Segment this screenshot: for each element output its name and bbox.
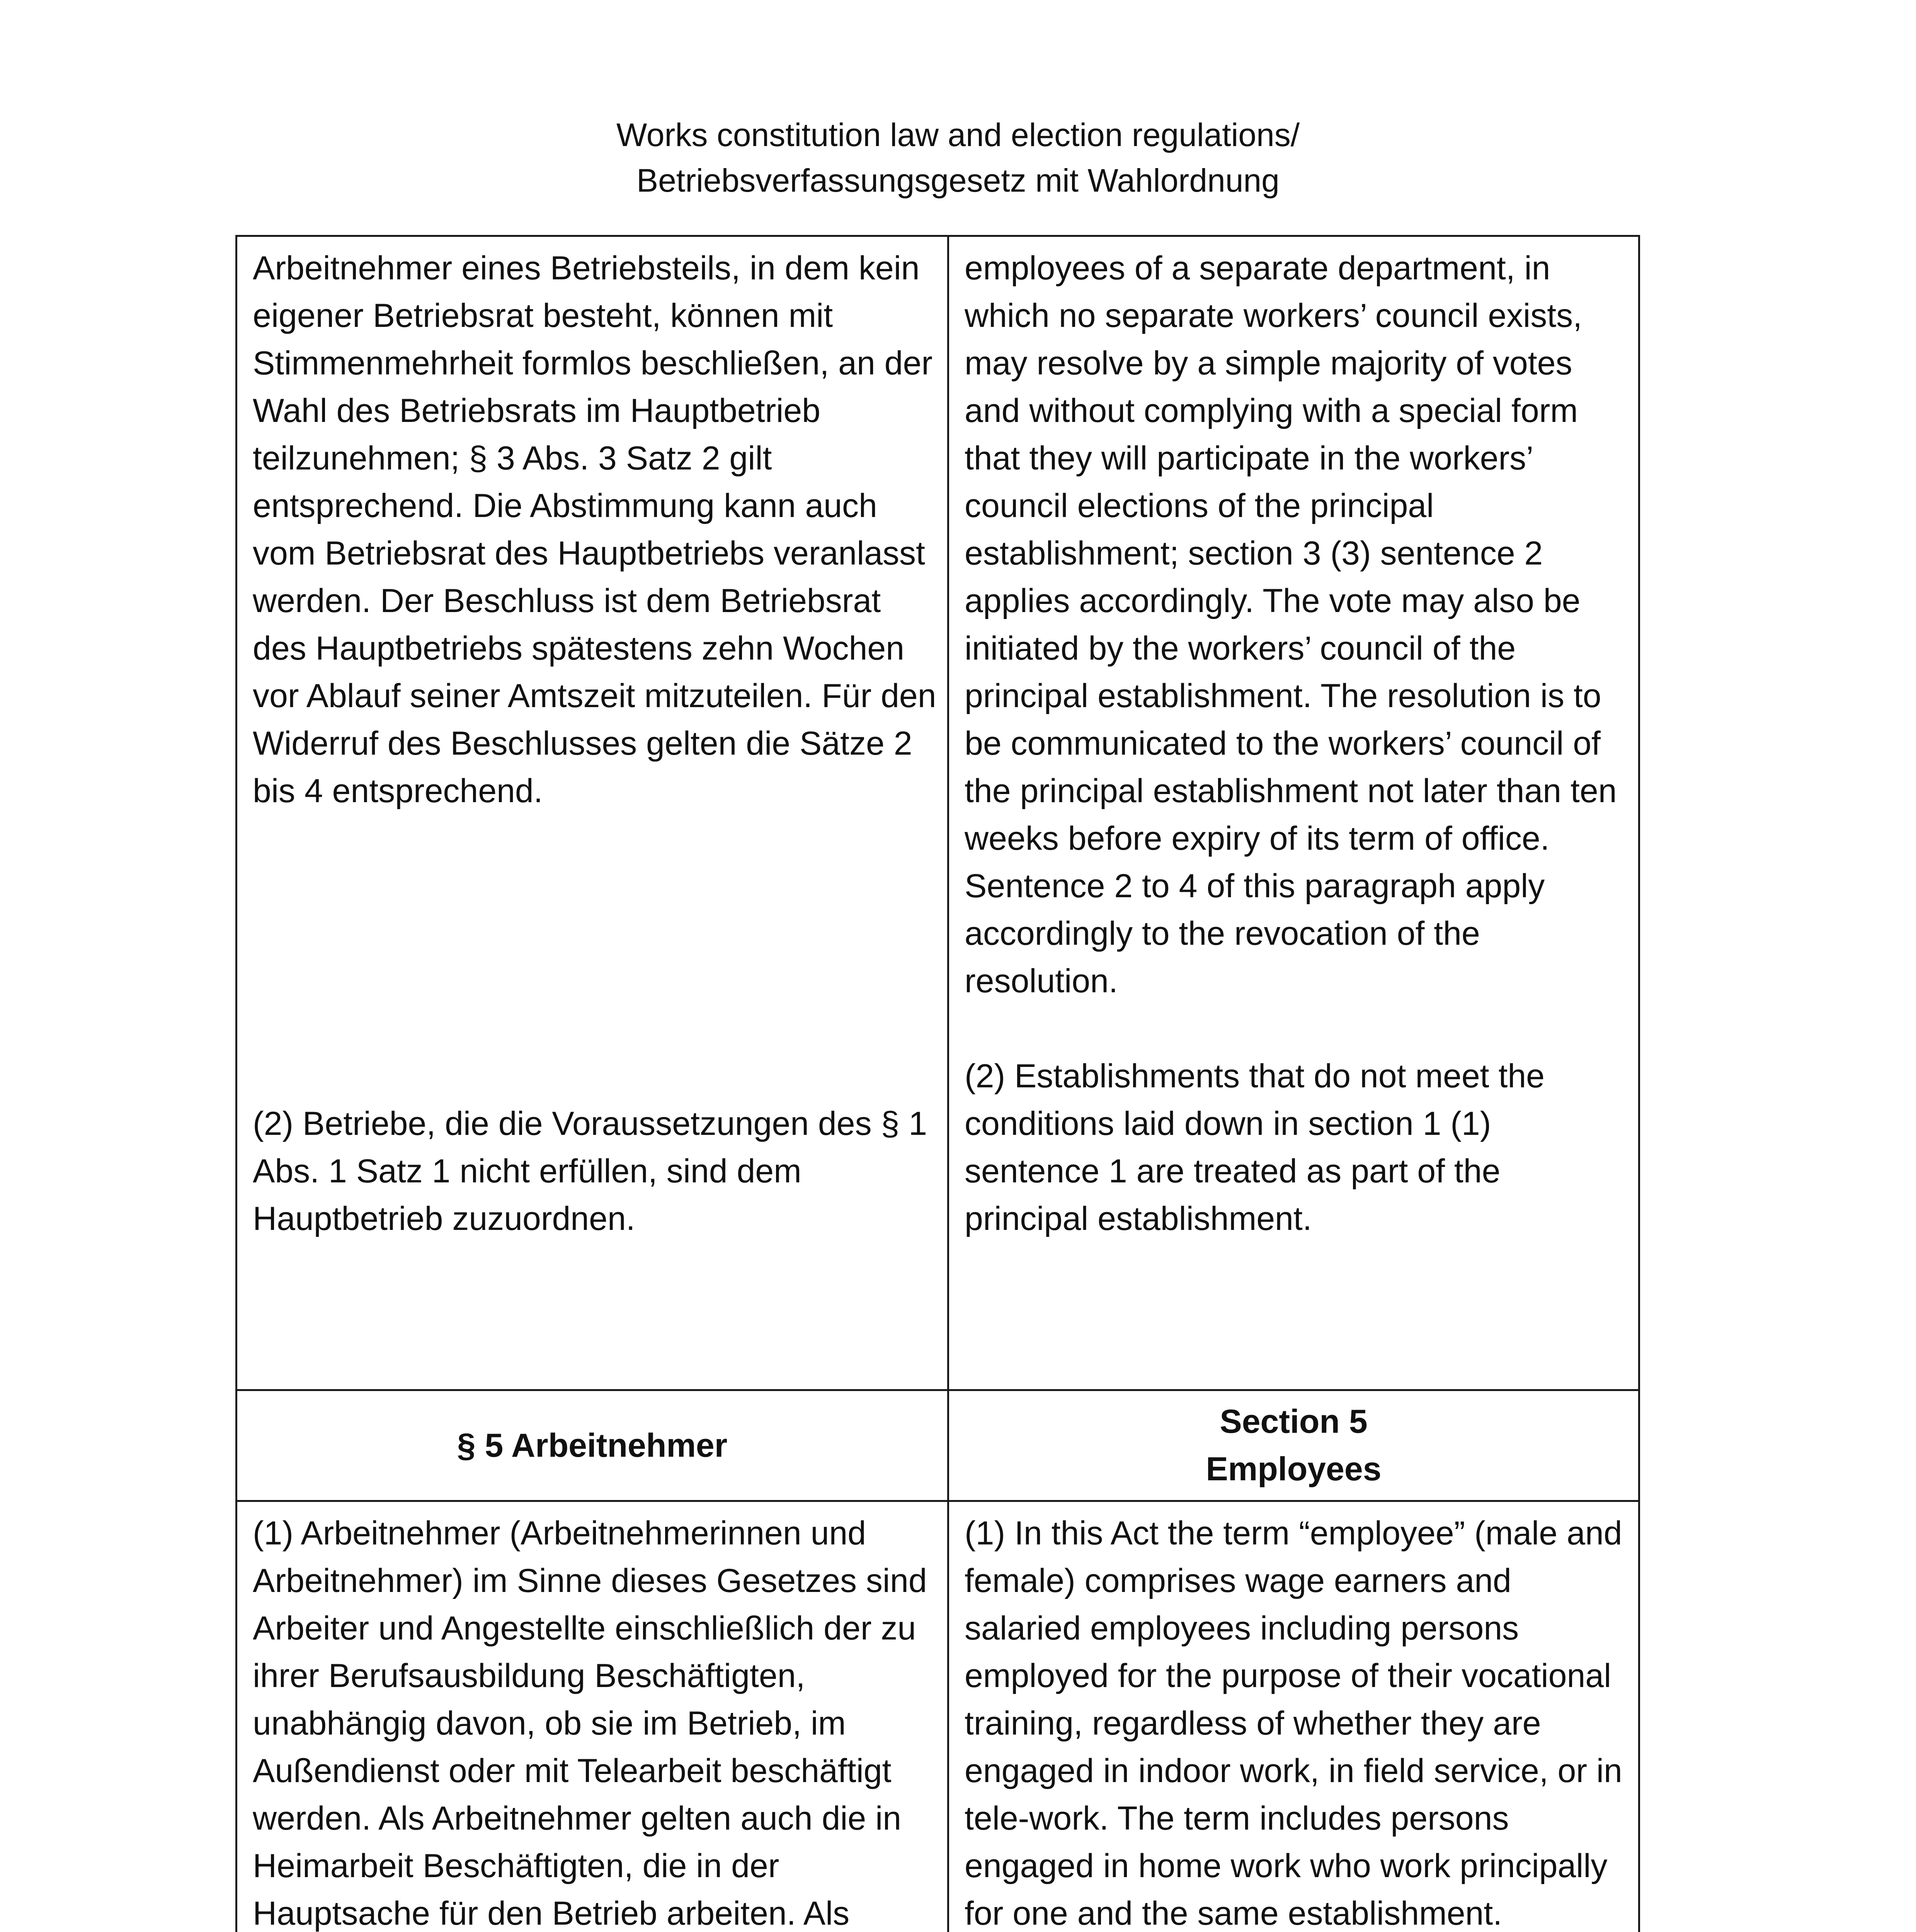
bilingual-law-table bbox=[235, 235, 1640, 1932]
table-row bbox=[237, 1501, 1639, 1932]
german-paragraph-continuation: Arbeitnehmer eines Betriebsteils, in dem kein eigener Betriebsrat besteht, können mit Stimmenmehrheit formlos beschließen, an der Wahl des Betriebsrats im Hauptbetrieb teilzunehmen; § 3 Abs. 3 Satz 2 gilt entsprechend. Die Abstimmung kann auch vom Betriebsrat des Hauptbetriebs veranlasst werden. Der Beschluss ist dem Betriebsrat des Hauptbetriebs spätestens zehn Wochen vor Ablauf seiner Amtszeit mitzuteilen. Für den Widerruf des Beschlusses gelten die Sätze 2 bis 4 entsprechend. bbox=[253, 250, 936, 810]
section-heading-english bbox=[948, 1390, 1639, 1501]
header-title-english: Works constitution law and election regulations/ bbox=[616, 117, 1300, 153]
section-heading-english-line1: Section 5 bbox=[1220, 1403, 1368, 1440]
english-column-cell bbox=[948, 1501, 1639, 1932]
section-heading-german-text: § 5 Arbeitnehmer bbox=[457, 1427, 728, 1464]
section-heading-english-line2: Employees bbox=[1206, 1451, 1382, 1488]
german-section5-paragraph-1: (1) Arbeitnehmer (Arbeitnehmerinnen und Arbeitnehmer) im Sinne dieses Gesetzes sind Arbeiter und Angestellte einschließlich der zu ihrer Berufsausbildung Beschäftigten, unabhängig davon, ob sie im Betrieb, im Außendienst oder mit Telearbeit beschäftigt werden. Als Arbeitnehmer gelten auch die in Heimarbeit Beschäftigten, die in der Hauptsache für den Betrieb arbeiten. Als bbox=[253, 1515, 927, 1932]
german-column-cell bbox=[237, 236, 948, 1390]
header-title-german: Betriebsverfassungsgesetz mit Wahlordnung bbox=[636, 162, 1280, 199]
english-section5-paragraph-1: (1) In this Act the term “employee” (male and female) comprises wage earners and salaried employees including persons employed for the purpose of their vocational training, regardless of whether they are engaged in indoor work, in field service, or in tele-work. The term includes persons engaged in home work who work principally for one and the same establishment. bbox=[965, 1515, 1622, 1932]
table-row bbox=[237, 236, 1639, 1390]
english-column-cell bbox=[948, 236, 1639, 1390]
english-paragraph-2: (2) Establishments that do not meet the conditions laid down in section 1 (1) sentence 1 are treated as part of the principal establishment. bbox=[965, 1058, 1545, 1237]
page-header bbox=[0, 112, 1916, 203]
section-heading-german bbox=[237, 1390, 948, 1501]
german-paragraph-2: (2) Betriebe, die die Voraussetzungen des § 1 Abs. 1 Satz 1 nicht erfüllen, sind dem Hauptbetrieb zuzuordnen. bbox=[253, 1105, 927, 1237]
german-column-cell bbox=[237, 1501, 948, 1932]
english-paragraph-continuation: employees of a separate department, in which no separate workers’ council exists, may resolve by a simple majority of votes and without complying with a special form that they will participate in the workers’ council elections of the principal establishment; section 3 (3) sentence 2 applies accordingly. The vote may also be initiated by the workers’ council of the principal establishment. The resolution is to be communicated to the workers’ council of the principal establishment not later than ten weeks before expiry of its term of office. Sentence 2 to 4 of this paragraph apply accordingly to the revocation of the resolution. bbox=[965, 250, 1617, 1000]
table-row bbox=[237, 1390, 1639, 1501]
